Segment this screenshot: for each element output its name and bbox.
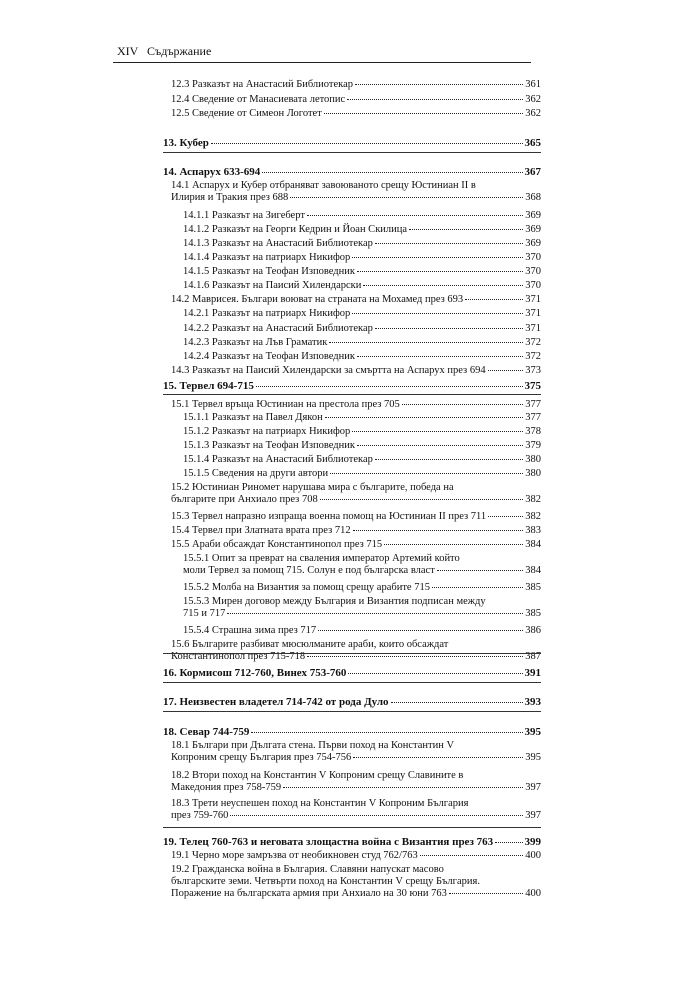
toc-entry-title: през 759-760 — [171, 810, 229, 821]
toc-page-number: 382 — [525, 511, 541, 522]
toc-chapter[interactable] — [163, 726, 541, 738]
toc-entry-title: 14.2.4 Разказът на Теофан Изповедник — [183, 351, 355, 362]
dot-leader — [409, 229, 523, 230]
toc-entry-title: 15.1.5 Сведения на други автори — [183, 468, 329, 479]
toc-entry[interactable] — [183, 582, 541, 594]
dot-leader — [488, 516, 523, 517]
toc-chapter[interactable] — [163, 667, 541, 679]
toc-entry[interactable] — [183, 323, 541, 335]
section-divider — [163, 152, 541, 153]
toc-entry-title: Илирия и Тракия през 688 — [171, 192, 289, 203]
toc-page-number: 368 — [525, 192, 541, 203]
toc-entry-title: 15.5 Араби обсаждат Константинопол през 715 — [171, 539, 383, 550]
toc-entry[interactable] — [183, 440, 541, 452]
toc-page-number: 400 — [525, 850, 541, 861]
toc-chapter[interactable] — [163, 696, 541, 708]
toc-page-number: 386 — [525, 625, 541, 636]
toc-entry-line: 15.6 Българите разбиват мюсюлманите араби, които обсаждат — [171, 639, 449, 650]
toc-entry[interactable] — [183, 337, 541, 349]
toc-entry-title: 14.2 Маврисея. Българи воюват на страната на Мохамед през 693 — [171, 294, 464, 305]
dot-leader — [230, 815, 523, 816]
toc-page-number: 369 — [525, 210, 541, 221]
toc-page-number: 395 — [525, 752, 541, 763]
toc-entry-title: 14.1.4 Разказът на патриарх Никифор — [183, 252, 351, 263]
header-page-number: XIV — [117, 44, 139, 58]
toc-entry[interactable] — [183, 308, 541, 320]
toc-page-number: 385 — [525, 582, 541, 593]
dot-leader — [283, 787, 523, 788]
dot-leader — [324, 113, 523, 114]
toc-chapter[interactable] — [163, 166, 541, 178]
toc-entry-title: 15.1 Тервел връща Юстиниан на престола през 705 — [171, 399, 400, 410]
toc-entry[interactable] — [183, 454, 541, 466]
section-divider — [163, 394, 541, 395]
toc-page-number: 399 — [524, 836, 541, 848]
dot-leader — [363, 285, 523, 286]
toc-page-number: 372 — [525, 351, 541, 362]
toc-entry-title: 14.2.3 Разказът на Лъв Граматик — [183, 337, 328, 348]
dot-leader — [307, 215, 523, 216]
toc-entry-title: българите при Анхиало през 708 — [171, 494, 318, 505]
toc-entry[interactable] — [171, 108, 541, 120]
toc-page-number: 393 — [524, 696, 541, 708]
toc-page-number: 367 — [524, 166, 541, 178]
toc-entry[interactable] — [171, 864, 541, 900]
toc-entry-title: 18. Севар 744-759 — [163, 726, 250, 738]
dot-leader — [325, 417, 524, 418]
toc-entry[interactable] — [183, 210, 541, 222]
toc-entry-title: 12.5 Сведение от Симеон Логотет — [171, 108, 322, 119]
dot-leader — [375, 243, 523, 244]
dot-leader — [330, 473, 523, 474]
toc-entry[interactable] — [183, 280, 541, 292]
dot-leader — [352, 313, 523, 314]
toc-entry-title: 15.1.4 Разказът на Анастасий Библиотекар — [183, 454, 373, 465]
toc-page-number: 378 — [525, 426, 541, 437]
dot-leader — [307, 656, 523, 657]
toc-entry-line: 15.2 Юстиниан Риномет нарушава мира с българите, победа на — [171, 482, 454, 493]
toc-page-number: 371 — [525, 308, 541, 319]
section-divider — [163, 711, 541, 712]
toc-entry[interactable] — [171, 294, 541, 306]
section-divider — [163, 653, 541, 654]
toc-page-number: 361 — [525, 79, 541, 90]
toc-entry[interactable] — [171, 482, 541, 506]
toc-entry-title: 16. Кормисош 712-760, Винех 753-760 — [163, 667, 347, 679]
dot-leader — [318, 630, 523, 631]
toc-entry-line: 15.5.1 Опит за преврат на сваления император Артемий който — [183, 553, 460, 564]
dot-leader — [353, 530, 524, 531]
toc-page-number: 369 — [525, 238, 541, 249]
toc-page-number: 377 — [525, 412, 541, 423]
toc-entry[interactable] — [183, 238, 541, 250]
toc-page-number: 371 — [525, 323, 541, 334]
toc-chapter[interactable] — [163, 137, 541, 149]
dot-leader — [355, 84, 523, 85]
toc-entry[interactable] — [183, 351, 541, 363]
toc-entry[interactable] — [171, 525, 541, 537]
dot-leader — [352, 257, 523, 258]
toc-entry-title: Македония през 758-759 — [171, 782, 282, 793]
section-divider — [163, 682, 541, 683]
dot-leader — [329, 342, 523, 343]
toc-entry[interactable] — [171, 798, 541, 822]
toc-page-number: 370 — [525, 266, 541, 277]
toc-page-number: 397 — [525, 782, 541, 793]
dot-leader — [495, 842, 522, 843]
dot-leader — [352, 431, 523, 432]
toc-entry[interactable] — [183, 224, 541, 236]
toc-page-number: 371 — [525, 294, 541, 305]
header-title: Съдържание — [147, 44, 212, 58]
toc-entry-title: 15.5.2 Молба на Византия за помощ срещу арабите 715 — [183, 582, 430, 593]
toc-entry[interactable] — [171, 539, 541, 551]
toc-entry[interactable] — [171, 399, 541, 411]
toc-entry-title: Копроним срещу България през 754-756 — [171, 752, 352, 763]
toc-page-number: 397 — [525, 810, 541, 821]
toc-entry-title: 19. Телец 760-763 и неговата злощастна война с Византия през 763 — [163, 836, 494, 848]
toc-page-number: 379 — [525, 440, 541, 451]
toc-entry[interactable] — [183, 596, 541, 620]
toc-entry[interactable] — [171, 180, 541, 204]
dot-leader — [211, 143, 523, 144]
toc-entry-line: 18.2 Втори поход на Константин V Копроним срещу Славините в — [171, 770, 464, 781]
toc-entry[interactable] — [183, 426, 541, 438]
toc-entry-line: 18.3 Трети неуспешен поход на Константин V Копроним България — [171, 798, 469, 809]
toc-entry-title: Поражение на българската армия при Анхиало на 30 юни 763 — [171, 888, 447, 899]
dot-leader — [320, 499, 524, 500]
toc-entry-title: Константинопол през 715-718 — [171, 651, 306, 662]
dot-leader — [465, 299, 523, 300]
toc-entry-line: 19.2 Гражданска война в България. Славяни напускат масово — [171, 864, 444, 875]
toc-page-number: 362 — [525, 108, 541, 119]
toc-entry-title: 14.2.1 Разказът на патриарх Никифор — [183, 308, 351, 319]
dot-leader — [227, 613, 523, 614]
dot-leader — [488, 370, 524, 371]
toc-entry-line: 14.1 Аспарух и Кубер отбраняват завоюваното срещу Юстиниан II в — [171, 180, 476, 191]
toc-entry-title: 14.2.2 Разказът на Анастасий Библиотекар — [183, 323, 373, 334]
toc-page-number: 382 — [525, 494, 541, 505]
dot-leader — [375, 328, 523, 329]
toc-page-number: 373 — [525, 365, 541, 376]
dot-leader — [391, 702, 523, 703]
toc-page-number: 385 — [525, 608, 541, 619]
dot-leader — [432, 587, 523, 588]
toc-entry-title: 12.3 Разказът на Анастасий Библиотекар — [171, 79, 353, 90]
dot-leader — [262, 172, 522, 173]
toc-page-number: 387 — [525, 651, 541, 662]
toc-entry[interactable] — [171, 94, 541, 106]
toc-entry-line: българските земи. Четвърти поход на Константин V срещу България. — [171, 876, 480, 887]
toc-entry[interactable] — [171, 639, 541, 663]
dot-leader — [290, 197, 523, 198]
toc-entry[interactable] — [171, 365, 541, 377]
toc-entry[interactable] — [171, 740, 541, 764]
toc-page-number: 377 — [525, 399, 541, 410]
section-divider — [163, 827, 541, 828]
toc-page-number: 400 — [525, 888, 541, 899]
toc-page-number: 370 — [525, 280, 541, 291]
toc-page-number: 384 — [525, 565, 541, 576]
toc-entry-title: 12.4 Сведение от Манасиевата летопис — [171, 94, 346, 105]
toc-chapter[interactable] — [163, 380, 541, 392]
toc-entry-title: 14.1.3 Разказът на Анастасий Библиотекар — [183, 238, 373, 249]
toc-entry[interactable] — [183, 252, 541, 264]
toc-entry-title: 15. Тервел 694-715 — [163, 380, 254, 392]
toc-entry[interactable] — [183, 266, 541, 278]
toc-page-number: 365 — [524, 137, 541, 149]
dot-leader — [357, 445, 523, 446]
toc-page-number: 362 — [525, 94, 541, 105]
dot-leader — [357, 356, 523, 357]
toc-entry[interactable] — [183, 553, 541, 577]
toc-entry-title: 19.1 Черно море замръзва от необикновен студ 762/763 — [171, 850, 418, 861]
dot-leader — [449, 893, 523, 894]
dot-leader — [348, 673, 522, 674]
dot-leader — [256, 386, 523, 387]
dot-leader — [357, 271, 523, 272]
toc-entry-title: 15.1.3 Разказът на Теофан Изповедник — [183, 440, 355, 451]
toc-page-number: 372 — [525, 337, 541, 348]
toc-entry-title: 14.3 Разказът на Паисий Хилендарски за смъртта на Аспарух през 694 — [171, 365, 486, 376]
toc-page-number: 384 — [525, 539, 541, 550]
toc-entry[interactable] — [183, 625, 541, 637]
toc-page-number: 375 — [524, 380, 541, 392]
toc-entry-title: 15.1.2 Разказът на патриарх Никифор — [183, 426, 351, 437]
toc-page-number: 380 — [525, 454, 541, 465]
dot-leader — [375, 459, 523, 460]
toc-entry-title: 15.5.4 Страшна зима през 717 — [183, 625, 317, 636]
toc-page-number: 391 — [524, 667, 541, 679]
toc-entry-title: 15.1.1 Разказът на Павел Дякон — [183, 412, 323, 423]
toc-page-number: 370 — [525, 252, 541, 263]
dot-leader — [420, 855, 524, 856]
toc-page-number: 383 — [525, 525, 541, 536]
toc-entry-title: 15.3 Тервел напразно изпраща военна помощ на Юстиниан II през 711 — [171, 511, 487, 522]
toc-entry-title: 14. Аспарух 633-694 — [163, 166, 261, 178]
toc-chapter[interactable] — [163, 836, 541, 848]
toc-entry-title: 14.1.2 Разказът на Георги Кедрин и Йоан Скилица — [183, 224, 408, 235]
dot-leader — [402, 404, 523, 405]
dot-leader — [251, 732, 522, 733]
toc-entry[interactable] — [171, 79, 541, 91]
dot-leader — [384, 544, 523, 545]
toc-entry[interactable] — [171, 770, 541, 794]
toc-entry[interactable] — [171, 850, 541, 862]
toc-entry-title: 13. Кубер — [163, 137, 209, 149]
toc-entry-title: 14.1.5 Разказът на Теофан Изповедник — [183, 266, 355, 277]
toc-entry-title: моли Тервел за помощ 715. Солун е под българска власт — [183, 565, 435, 576]
toc-entry-title: 15.4 Тервел при Златната врата през 712 — [171, 525, 351, 536]
dot-leader — [437, 570, 523, 571]
toc-entry-title: 14.1.6 Разказът на Паисий Хилендарски — [183, 280, 362, 291]
toc-page-number: 380 — [525, 468, 541, 479]
toc-entry[interactable] — [183, 412, 541, 424]
toc-entry-line: 18.1 Българи при Дългата стена. Първи поход на Константин V — [171, 740, 455, 751]
toc-entry-line: 15.5.3 Мирен договор между България и Византия подписан между — [183, 596, 486, 607]
toc-entry-title: 715 и 717 — [183, 608, 226, 619]
dot-leader — [347, 99, 523, 100]
toc-page-number: 369 — [525, 224, 541, 235]
dot-leader — [353, 757, 523, 758]
toc-entry-title: 17. Неизвестен владетел 714-742 от рода Дуло — [163, 696, 389, 708]
toc-entry[interactable] — [171, 511, 541, 523]
toc-entry-title: 14.1.1 Разказът на Зигеберт — [183, 210, 305, 221]
toc-entry[interactable] — [183, 468, 541, 480]
toc-page-number: 395 — [524, 726, 541, 738]
